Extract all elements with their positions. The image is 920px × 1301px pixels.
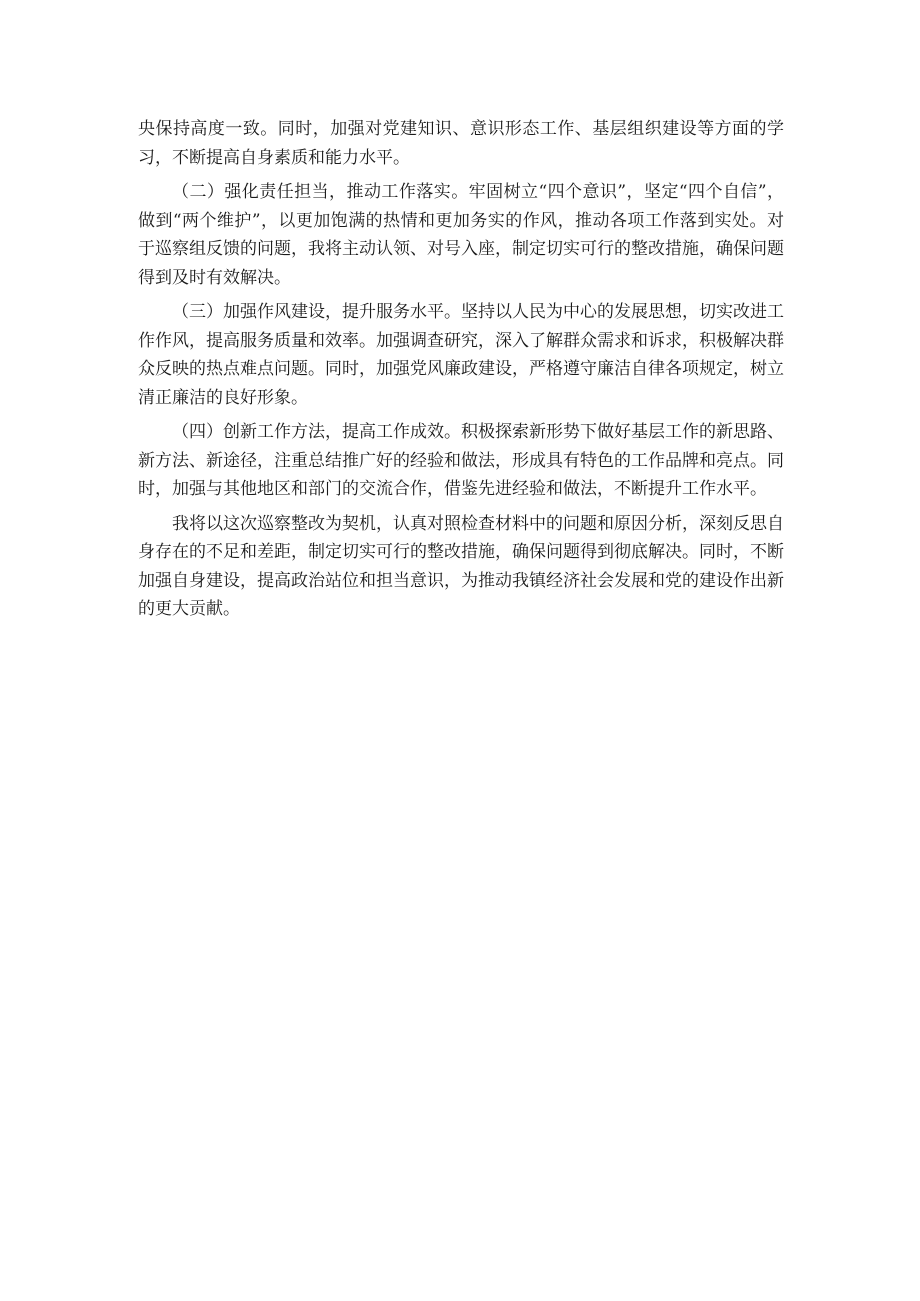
paragraph-continuation: 央保持高度一致。同时，加强对党建知识、意识形态工作、基层组织建设等方面的学习，不断提高自身素质和能力水平。 — [138, 119, 784, 168]
document-body — [138, 115, 784, 624]
paragraph-conclusion: 我将以这次巡察整改为契机，认真对照检查材料中的问题和原因分析，深刻反思自身存在的不足和差距，制定切实可行的整改措施，确保问题得到彻底解决。同时，不断加强自身建设，提高政治站位和担当意识，为推动我镇经济社会发展和党的建设作出新的更大贡献。 — [138, 513, 784, 619]
paragraph-section-4: （四）创新工作方法，提高工作成效。积极探索新形势下做好基层工作的新思路、新方法、新途径，注重总结推广好的经验和做法，形成具有特色的工作品牌和亮点。同时，加强与其他地区和部门的交流合作，借鉴先进经验和做法，不断提升工作水平。 — [138, 422, 784, 499]
paragraph-section-2: （二）强化责任担当，推动工作落实。牢固树立“四个意识”，坚定“四个自信”，做到“两个维护”，以更加饱满的热情和更加务实的作风，推动各项工作落到实处。对于巡察组反馈的问题，我将主动认领、对号入座，制定切实可行的整改措施，确保问题得到及时有效解决。 — [138, 182, 784, 288]
paragraph-section-3: （三）加强作风建设，提升服务水平。坚持以人民为中心的发展思想，切实改进工作作风，提高服务质量和效率。加强调查研究，深入了解群众需求和诉求，积极解决群众反映的热点难点问题。同时，加强党风廉政建设，严格遵守廉洁自律各项规定，树立清正廉洁的良好形象。 — [138, 302, 784, 408]
